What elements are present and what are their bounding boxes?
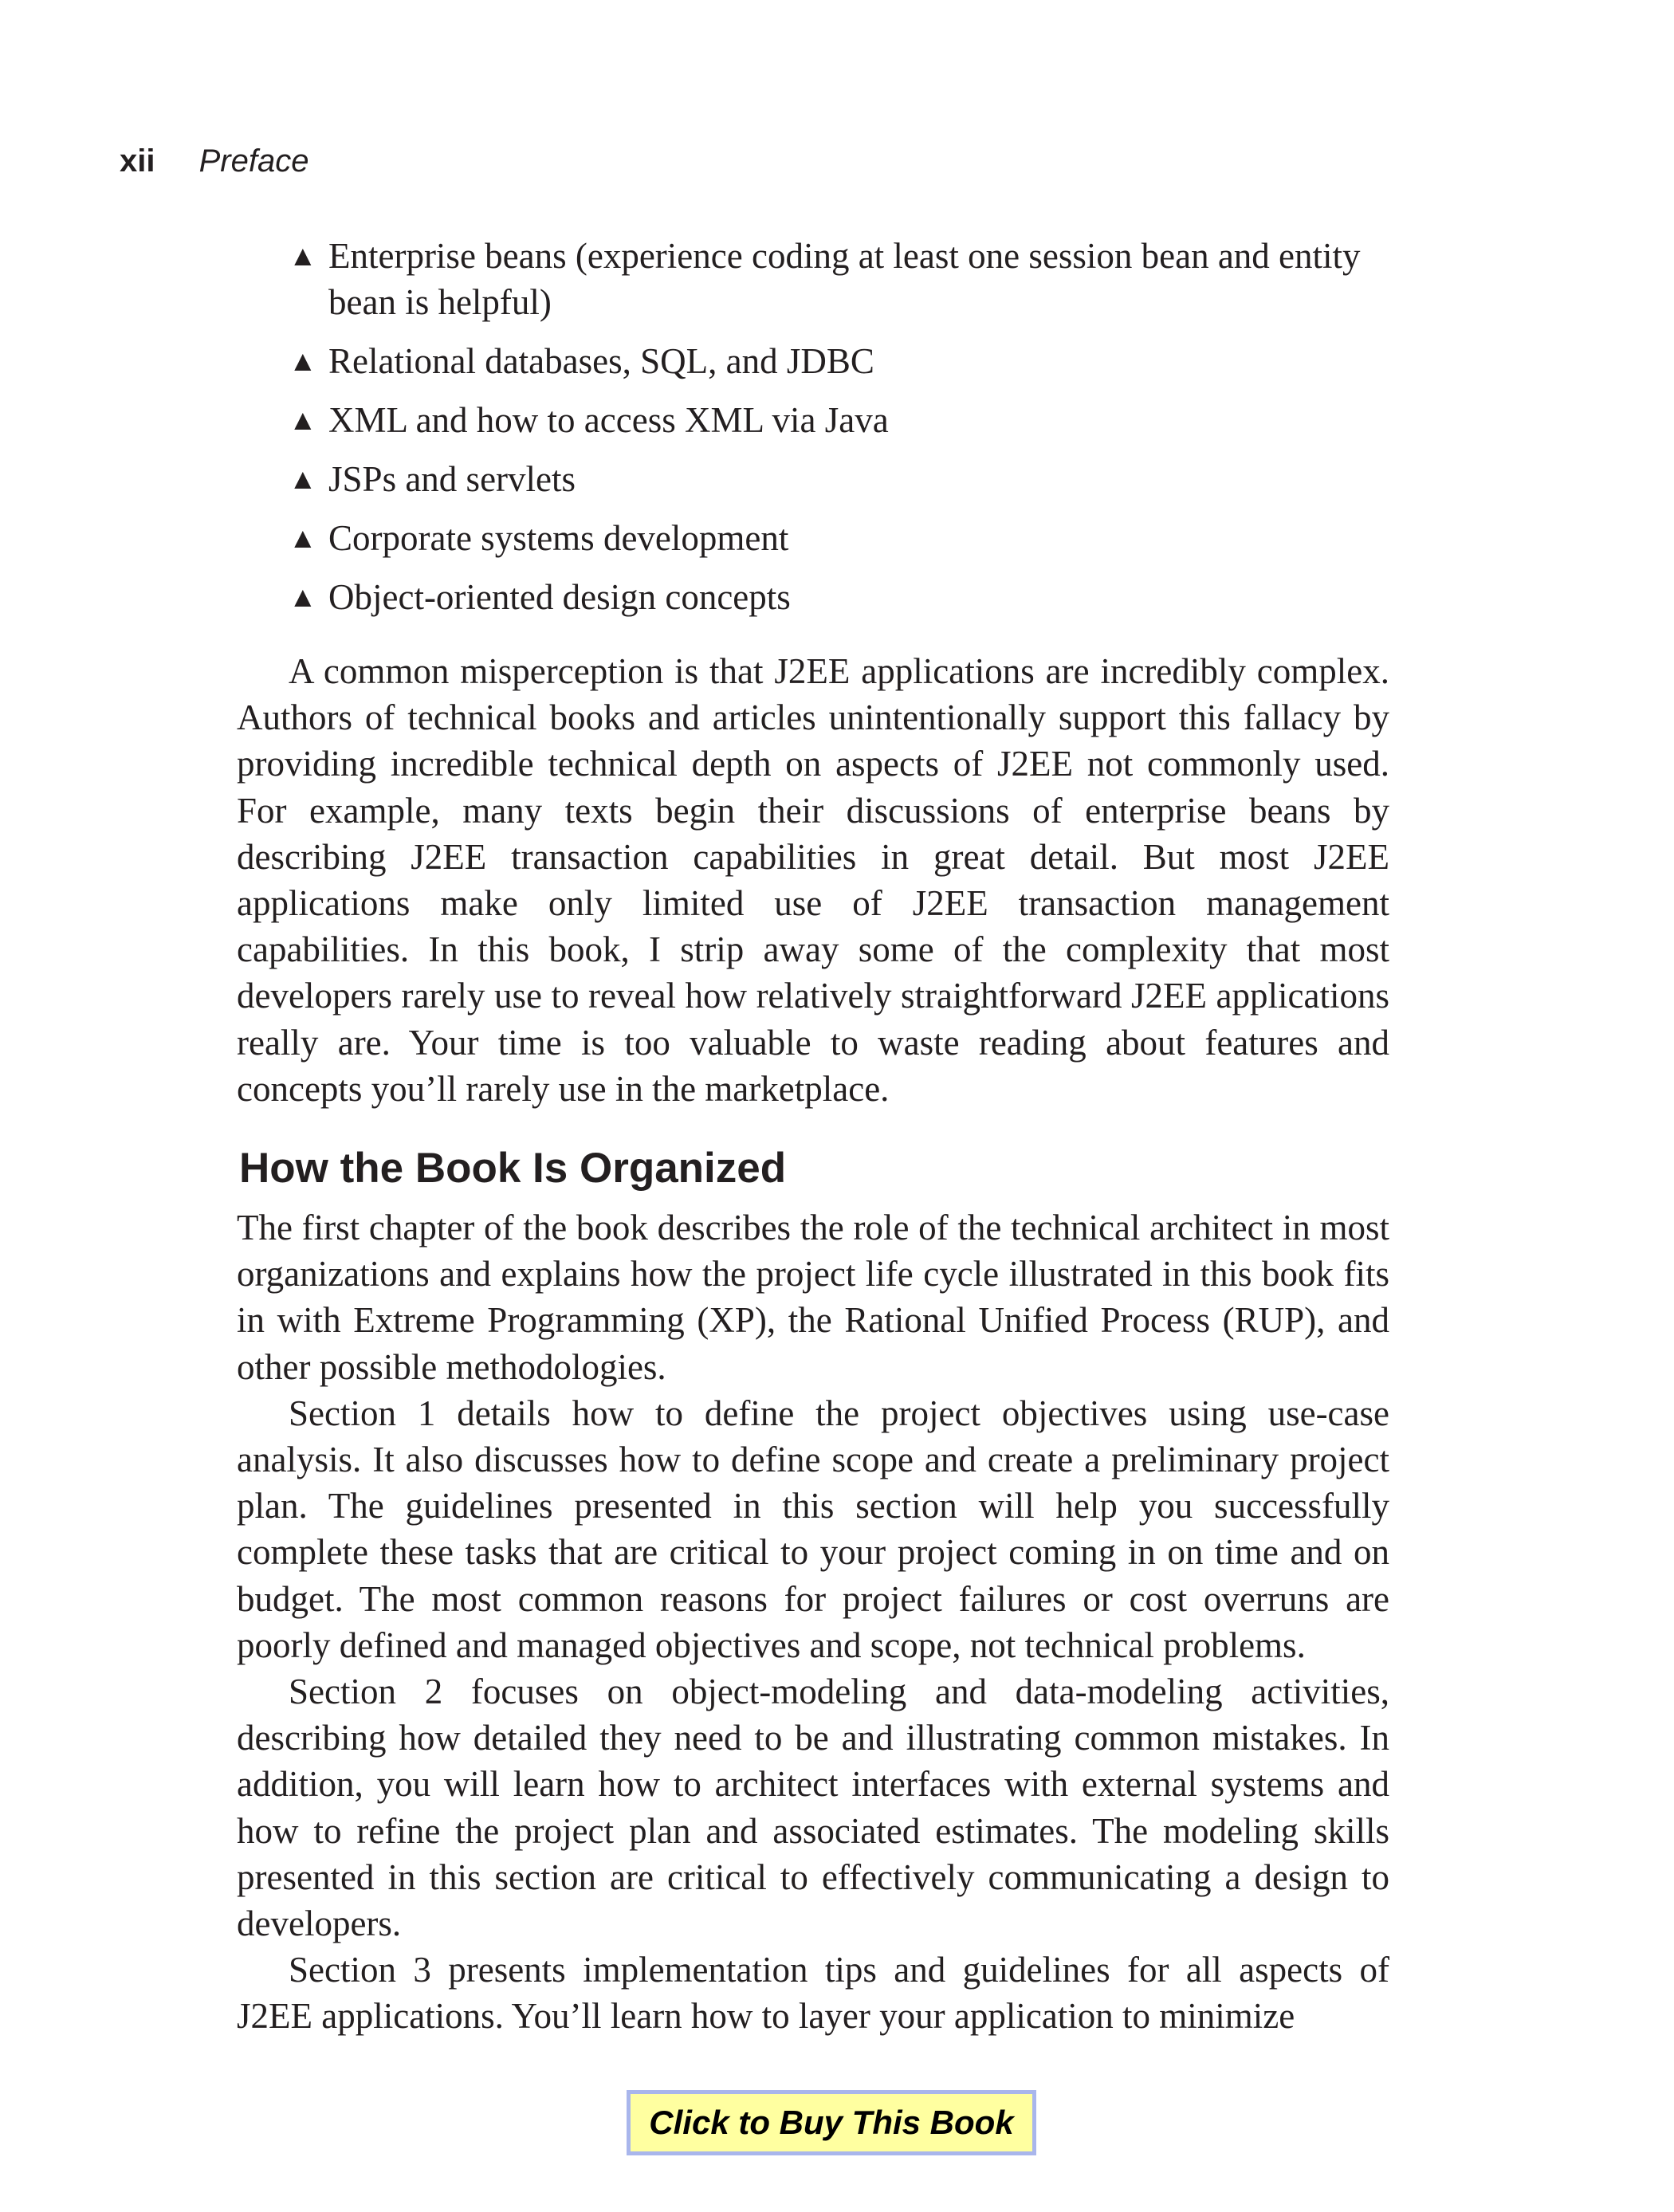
list-item bbox=[289, 233, 1405, 325]
list-item bbox=[289, 397, 1405, 443]
triangle-bullet-icon: ▲ bbox=[289, 240, 317, 272]
triangle-bullet-icon: ▲ bbox=[289, 463, 317, 495]
list-item-text: JSPs and servlets bbox=[328, 459, 576, 499]
paragraph-section-2: Section 2 focuses on object-modeling and data-modeling activities, describing how detailed they need to be and illustrating common mistakes. In addition, you will learn how to architect interfaces with external systems and how to refine the project plan and associated estimates. The modeling skills presented in this section are critical to effectively communicating a design to developers. bbox=[237, 1672, 1389, 1944]
list-item-text: Object-oriented design concepts bbox=[328, 577, 791, 617]
organization-block bbox=[237, 1204, 1389, 2040]
list-item-text: Corporate systems development bbox=[328, 518, 789, 558]
list-item-text: XML and how to access XML via Java bbox=[328, 400, 889, 440]
list-item-text: Enterprise beans (experience coding at least one session bean and entity bean is helpful) bbox=[328, 236, 1361, 322]
buy-book-button[interactable] bbox=[627, 2090, 1036, 2155]
section-heading: How the Book Is Organized bbox=[239, 1145, 787, 1192]
paragraph-section-1: Section 1 details how to define the project objectives using use-case analysis. It also discusses how to define scope and create a preliminary project plan. The guidelines presented in this section will help you successfully complete these tasks that are critical to your project coming in on time and on budget. The most common reasons for project failures or cost overruns are poorly defined and managed objectives and scope, not technical problems. bbox=[237, 1393, 1389, 1665]
paragraph-chapter-one: The first chapter of the book describes the role of the technical architect in most organizations and explains how the project life cycle illustrated in this book fits in with Extreme Programming (XP), the Rational Unified Process (RUP), and other possible methodologies. bbox=[237, 1208, 1389, 1387]
list-item bbox=[289, 515, 1405, 561]
buy-book-button-label: Click to Buy This Book bbox=[649, 2104, 1014, 2141]
list-item bbox=[289, 456, 1405, 502]
list-item bbox=[289, 574, 1405, 620]
intro-paragraph: A common misperception is that J2EE applications are incredibly complex. Authors of technical books and articles unintentionally support this fallacy by providing incredible technical depth on aspects of J2EE not commonly used. For example, many texts begin their discussions of enterprise beans by describing J2EE transaction capabilities in great detail. But most J2EE applications make only limited use of J2EE transaction management capabilities. In this book, I strip away some of the complexity that most developers rarely use to reveal how relatively straightforward J2EE applications really are. Your time is too valuable to waste reading about features and concepts you’ll rarely use in the marketplace. bbox=[237, 651, 1389, 1109]
triangle-bullet-icon: ▲ bbox=[289, 404, 317, 436]
running-header bbox=[120, 142, 308, 180]
running-title: Preface bbox=[198, 143, 309, 179]
triangle-bullet-icon: ▲ bbox=[289, 581, 317, 613]
page-number: xii bbox=[120, 143, 155, 179]
triangle-bullet-icon: ▲ bbox=[289, 522, 317, 554]
prerequisite-list bbox=[289, 233, 1405, 633]
list-item-text: Relational databases, SQL, and JDBC bbox=[328, 341, 874, 381]
intro-block bbox=[237, 648, 1389, 1112]
paragraph-section-3: Section 3 presents implementation tips and guidelines for all aspects of J2EE applications. You’ll learn how to layer your application to minimize bbox=[237, 1950, 1389, 2037]
list-item bbox=[289, 338, 1405, 384]
triangle-bullet-icon: ▲ bbox=[289, 345, 317, 377]
